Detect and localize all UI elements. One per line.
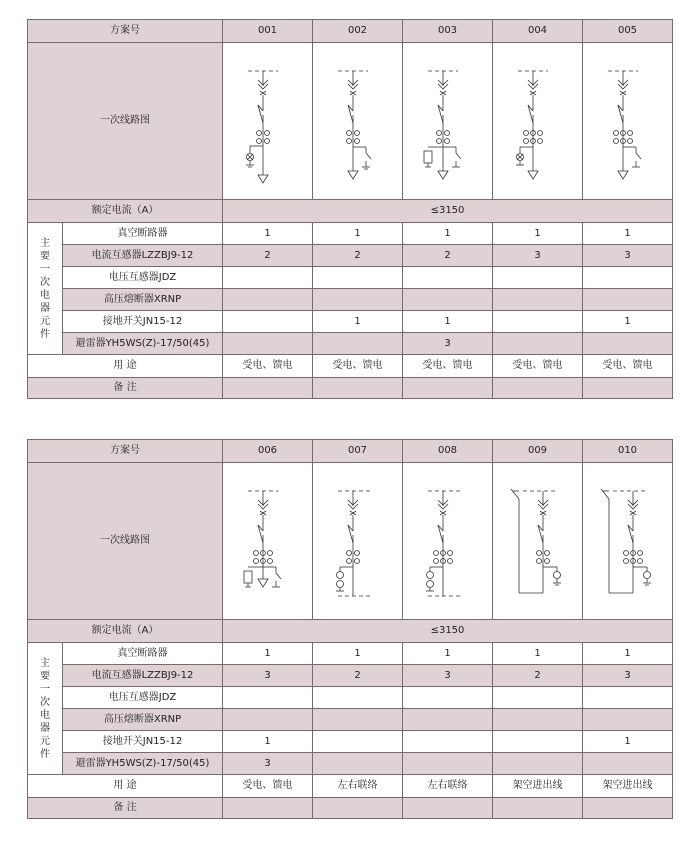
- scheme-number-row: [28, 20, 673, 43]
- notes-row: [28, 798, 673, 819]
- component-value: 3: [583, 665, 673, 687]
- component-value: [583, 709, 673, 731]
- scheme-number: 005: [583, 20, 673, 43]
- notes-value: [493, 378, 583, 399]
- component-name: 电压互感器JDZ: [63, 267, 223, 289]
- component-value: [403, 289, 493, 311]
- component-name: 高压熔断器XRNP: [63, 289, 223, 311]
- component-row: [28, 333, 673, 355]
- component-name: 避雷器YH5WS(Z)-17/50(45): [63, 753, 223, 775]
- scheme-number: 001: [223, 20, 313, 43]
- component-value: [223, 333, 313, 355]
- usage-label: 用 途: [28, 355, 223, 378]
- notes-value: [223, 378, 313, 399]
- notes-value: [313, 798, 403, 819]
- notes-label: 备 注: [28, 378, 223, 399]
- diagram-label: 一次线路图: [28, 463, 223, 620]
- component-value: 1: [583, 731, 673, 753]
- usage-value: 左右联络: [403, 775, 493, 798]
- rated-current-label: 额定电流（A）: [28, 620, 223, 643]
- component-value: [493, 311, 583, 333]
- component-value: [223, 687, 313, 709]
- component-value: 2: [403, 245, 493, 267]
- component-name: 电流互感器LZZBJ9-12: [63, 665, 223, 687]
- scheme-table-1: [27, 19, 673, 399]
- circuit-diagram-009: [493, 463, 583, 620]
- component-value: [583, 267, 673, 289]
- component-value: [493, 333, 583, 355]
- component-value: 1: [493, 223, 583, 245]
- component-name: 真空断路器: [63, 643, 223, 665]
- component-value: 2: [313, 665, 403, 687]
- component-name: 接地开关JN15-12: [63, 731, 223, 753]
- component-value: 1: [403, 223, 493, 245]
- component-value: [313, 709, 403, 731]
- notes-row: [28, 378, 673, 399]
- notes-value: [313, 378, 403, 399]
- component-value: [403, 267, 493, 289]
- component-value: [313, 731, 403, 753]
- component-value: 3: [223, 665, 313, 687]
- component-value: [493, 753, 583, 775]
- component-value: [313, 289, 403, 311]
- component-name: 接地开关JN15-12: [63, 311, 223, 333]
- component-value: 1: [313, 311, 403, 333]
- component-value: [493, 687, 583, 709]
- component-value: 1: [403, 311, 493, 333]
- notes-value: [583, 378, 673, 399]
- component-value: 3: [583, 245, 673, 267]
- component-value: [403, 753, 493, 775]
- scheme-number: 008: [403, 440, 493, 463]
- usage-value: 受电、馈电: [403, 355, 493, 378]
- circuit-diagram-008: [403, 463, 493, 620]
- component-value: [403, 687, 493, 709]
- scheme-number: 006: [223, 440, 313, 463]
- diagram-row: [28, 43, 673, 200]
- scheme-number-row: [28, 440, 673, 463]
- scheme-number: 004: [493, 20, 583, 43]
- scheme-number-label: 方案号: [28, 20, 223, 43]
- component-value: [493, 267, 583, 289]
- circuit-diagram-001: [223, 43, 313, 200]
- component-value: [223, 709, 313, 731]
- scheme-number: 009: [493, 440, 583, 463]
- diagram-row: [28, 463, 673, 620]
- component-row: [28, 223, 673, 245]
- scheme-number-label: 方案号: [28, 440, 223, 463]
- component-row: [28, 245, 673, 267]
- component-name: 高压熔断器XRNP: [63, 709, 223, 731]
- component-value: 1: [403, 643, 493, 665]
- component-value: [313, 687, 403, 709]
- notes-value: [403, 798, 493, 819]
- notes-value: [583, 798, 673, 819]
- circuit-diagram-010: [583, 463, 673, 620]
- diagram-label: 一次线路图: [28, 43, 223, 200]
- usage-value: 架空进出线: [493, 775, 583, 798]
- component-value: 1: [583, 311, 673, 333]
- component-row: [28, 687, 673, 709]
- usage-value: 左右联络: [313, 775, 403, 798]
- component-name: 电压互感器JDZ: [63, 687, 223, 709]
- component-row: [28, 289, 673, 311]
- component-value: [583, 333, 673, 355]
- component-row: [28, 753, 673, 775]
- component-value: [583, 687, 673, 709]
- component-value: 2: [223, 245, 313, 267]
- component-value: 1: [313, 223, 403, 245]
- component-value: 3: [403, 665, 493, 687]
- component-value: [313, 753, 403, 775]
- component-name: 真空断路器: [63, 223, 223, 245]
- rated-current-label: 额定电流（A）: [28, 200, 223, 223]
- component-value: 3: [223, 753, 313, 775]
- component-value: 1: [223, 643, 313, 665]
- component-value: 3: [403, 333, 493, 355]
- scheme-number: 010: [583, 440, 673, 463]
- circuit-diagram-003: [403, 43, 493, 200]
- scheme-number: 003: [403, 20, 493, 43]
- rated-current-value: ≤3150: [223, 620, 673, 643]
- component-value: 2: [493, 665, 583, 687]
- component-name: 电流互感器LZZBJ9-12: [63, 245, 223, 267]
- notes-value: [493, 798, 583, 819]
- circuit-diagram-004: [493, 43, 583, 200]
- component-row: [28, 311, 673, 333]
- usage-row: [28, 355, 673, 378]
- component-value: [313, 333, 403, 355]
- component-value: 1: [223, 223, 313, 245]
- notes-value: [223, 798, 313, 819]
- usage-value: 受电、馈电: [223, 775, 313, 798]
- notes-label: 备 注: [28, 798, 223, 819]
- component-value: [403, 709, 493, 731]
- component-value: [583, 753, 673, 775]
- component-value: 3: [493, 245, 583, 267]
- scheme-number: 002: [313, 20, 403, 43]
- component-value: [223, 289, 313, 311]
- component-name: 避雷器YH5WS(Z)-17/50(45): [63, 333, 223, 355]
- scheme-table-2: [27, 439, 673, 819]
- component-value: [493, 709, 583, 731]
- component-row: [28, 267, 673, 289]
- circuit-diagram-006: [223, 463, 313, 620]
- component-value: [493, 731, 583, 753]
- component-value: 1: [583, 643, 673, 665]
- component-value: [583, 289, 673, 311]
- component-row: [28, 643, 673, 665]
- usage-label: 用 途: [28, 775, 223, 798]
- component-row: [28, 709, 673, 731]
- component-value: [223, 267, 313, 289]
- component-value: 1: [583, 223, 673, 245]
- usage-value: 受电、馈电: [493, 355, 583, 378]
- circuit-diagram-005: [583, 43, 673, 200]
- component-value: [223, 311, 313, 333]
- component-value: 1: [493, 643, 583, 665]
- component-value: 2: [313, 245, 403, 267]
- circuit-diagram-007: [313, 463, 403, 620]
- rated-current-value: ≤3150: [223, 200, 673, 223]
- circuit-diagram-002: [313, 43, 403, 200]
- scheme-number: 007: [313, 440, 403, 463]
- component-value: [313, 267, 403, 289]
- component-group-label: 主 要 一 次 电 器 元 件: [28, 223, 63, 355]
- usage-value: 受电、馈电: [583, 355, 673, 378]
- rated-current-row: [28, 200, 673, 223]
- component-row: [28, 731, 673, 753]
- usage-value: 受电、馈电: [223, 355, 313, 378]
- component-value: 1: [223, 731, 313, 753]
- component-value: [493, 289, 583, 311]
- notes-value: [403, 378, 493, 399]
- rated-current-row: [28, 620, 673, 643]
- usage-row: [28, 775, 673, 798]
- component-row: [28, 665, 673, 687]
- usage-value: 架空进出线: [583, 775, 673, 798]
- usage-value: 受电、馈电: [313, 355, 403, 378]
- component-value: 1: [313, 643, 403, 665]
- component-group-label: 主 要 一 次 电 器 元 件: [28, 643, 63, 775]
- component-value: [403, 731, 493, 753]
